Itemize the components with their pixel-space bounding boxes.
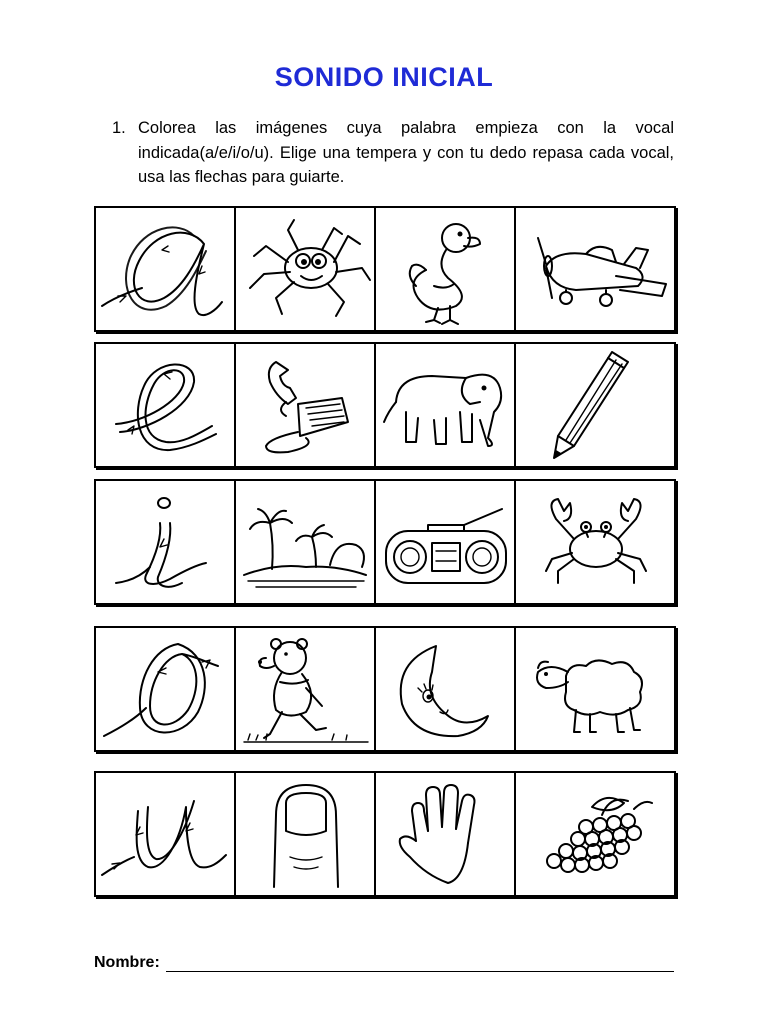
vowel-row-a xyxy=(94,206,676,332)
instruction-item xyxy=(112,116,674,190)
sheep-icon xyxy=(516,626,676,752)
image-cell[interactable] xyxy=(236,479,376,605)
grapes-icon xyxy=(516,771,676,897)
cursive-letter-o-cell[interactable] xyxy=(94,626,236,752)
airplane-icon xyxy=(516,206,676,332)
image-cell[interactable] xyxy=(516,771,676,897)
hand-icon xyxy=(376,771,516,897)
image-cell[interactable] xyxy=(516,342,676,468)
image-cell[interactable] xyxy=(516,626,676,752)
cursive-letter-u-cell[interactable] xyxy=(94,771,236,897)
cursive-o-icon xyxy=(94,626,236,752)
vowel-row-e xyxy=(94,342,676,468)
image-cell[interactable] xyxy=(376,771,516,897)
image-cell[interactable] xyxy=(376,479,516,605)
image-cell[interactable] xyxy=(236,626,376,752)
pencil-icon xyxy=(516,342,676,468)
image-cell[interactable] xyxy=(376,206,516,332)
cursive-i-icon xyxy=(94,479,236,605)
name-field[interactable] xyxy=(94,954,674,972)
image-cell[interactable] xyxy=(236,206,376,332)
page-title: SONIDO INICIAL xyxy=(274,62,494,92)
vowel-row-i xyxy=(94,479,676,605)
name-underline[interactable] xyxy=(166,955,674,972)
telephone-icon xyxy=(236,342,376,468)
duck-icon xyxy=(376,206,516,332)
image-cell[interactable] xyxy=(376,342,516,468)
island-icon xyxy=(236,479,376,605)
bear-icon xyxy=(236,626,376,752)
name-label: Nombre: xyxy=(94,954,160,971)
spider-icon xyxy=(236,206,376,332)
vowel-row-u xyxy=(94,771,676,897)
cursive-a-icon xyxy=(94,206,236,332)
instruction-number: 1. xyxy=(112,119,126,137)
image-cell[interactable] xyxy=(516,206,676,332)
image-cell[interactable] xyxy=(376,626,516,752)
elephant-icon xyxy=(376,342,516,468)
cursive-e-icon xyxy=(94,342,236,468)
cursive-letter-e-cell[interactable] xyxy=(94,342,236,468)
moon-icon xyxy=(376,626,516,752)
cursive-letter-i-cell[interactable] xyxy=(94,479,236,605)
fingernail-icon xyxy=(236,771,376,897)
image-cell[interactable] xyxy=(236,342,376,468)
radio-icon xyxy=(376,479,516,605)
instruction-text: Colorea las imágenes cuya palabra empieza con la vocal indicada(a/e/i/o/u). Elige una tempera y con tu dedo repasa cada vocal, usa las flechas para guiarte. xyxy=(138,119,674,186)
image-cell[interactable] xyxy=(516,479,676,605)
cursive-letter-a-cell[interactable] xyxy=(94,206,236,332)
crab-icon xyxy=(516,479,676,605)
vowel-row-o xyxy=(94,626,676,752)
image-cell[interactable] xyxy=(236,771,376,897)
cursive-u-icon xyxy=(94,771,236,897)
